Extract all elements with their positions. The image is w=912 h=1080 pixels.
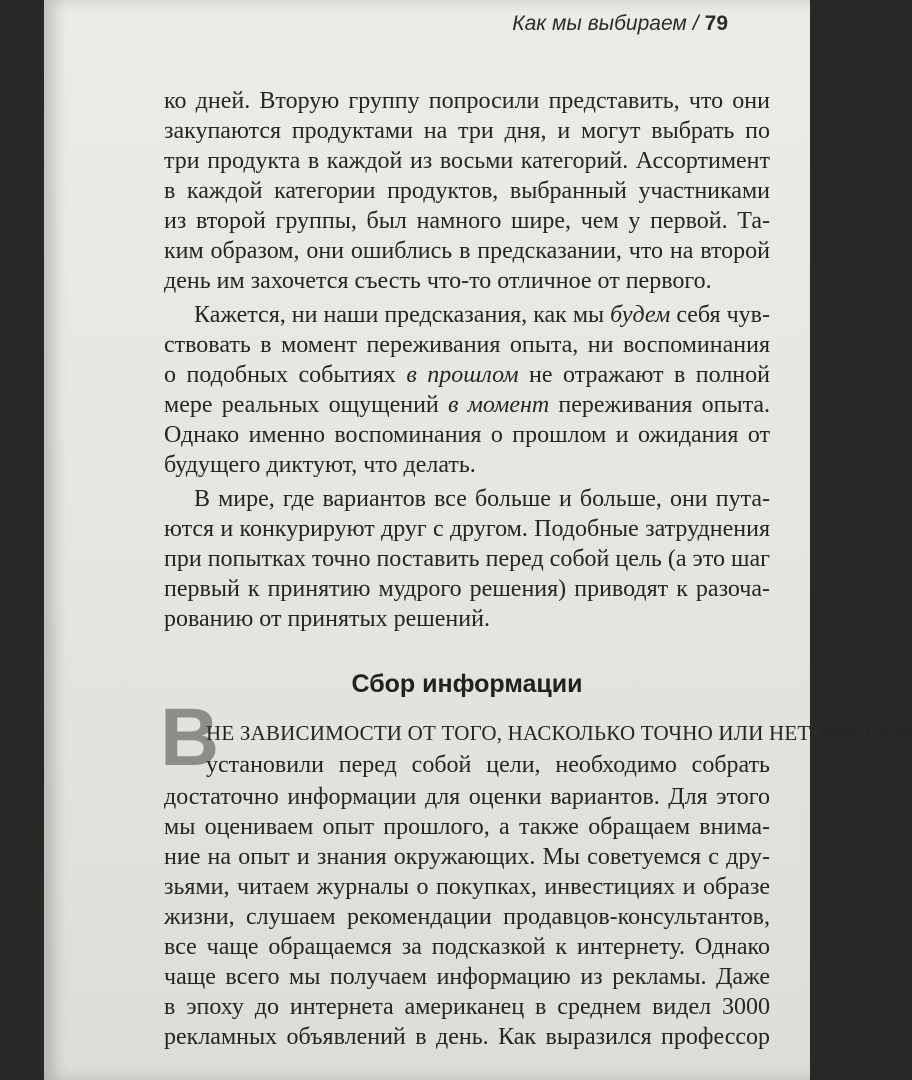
text-line: жизни, слушаем рекомендации продавцов-консультантов, bbox=[164, 904, 770, 930]
book-page bbox=[44, 0, 912, 1080]
text-run: себя чув- bbox=[670, 302, 770, 328]
text-line: первый к принятию мудрого решения) приводят к разоча- bbox=[164, 576, 770, 602]
italic-run: в момент bbox=[447, 392, 550, 418]
section-heading: Сбор информации bbox=[351, 670, 583, 698]
text-line: закупаются продуктами на три дня, и могут выбрать по bbox=[164, 118, 770, 144]
text-line: день им захочется съесть что-то отличное от первого. bbox=[164, 268, 712, 294]
italic-run: в прошлом bbox=[406, 362, 519, 388]
text-line: при попытках точно поставить перед собой цель (а это шаг bbox=[164, 546, 770, 572]
text-line: установили перед собой цели, необходимо собрать bbox=[206, 752, 770, 778]
text-run: о подобных событиях bbox=[164, 362, 407, 388]
text-line bbox=[194, 300, 770, 330]
page-number: 79 bbox=[704, 12, 728, 35]
text-run: не отражают в полной bbox=[518, 362, 770, 388]
text-line: достаточно информации для оценки вариантов. Для этого bbox=[164, 784, 770, 810]
running-head bbox=[512, 12, 728, 36]
text-line: из второй группы, был намного шире, чем у первой. Та- bbox=[164, 208, 770, 234]
text-line: ются и конкурируют друг с другом. Подобные затруднения bbox=[164, 516, 770, 542]
chapter-title: Как мы выбираем bbox=[512, 12, 687, 35]
text-line: НЕ ЗАВИСИМОСТИ ОТ ТОГО, НАСКОЛЬКО ТОЧНО ИЛИ НЕТОЧНО МЫ bbox=[206, 721, 912, 745]
text-run: мере реальных ощущений bbox=[164, 392, 448, 418]
italic-run: будем bbox=[610, 302, 671, 328]
text-line: будущего диктуют, что делать. bbox=[164, 452, 476, 478]
text-line: рованию от принятых решений. bbox=[164, 606, 490, 632]
text-line: В мире, где вариантов все больше и больше, они пута- bbox=[194, 486, 770, 512]
text-line: в эпоху до интернета американец в среднем видел 3000 bbox=[164, 994, 770, 1020]
text-line: три продукта в каждой из восьми категорий. Ассортимент bbox=[164, 148, 770, 174]
text-line: ние на опыт и знания окружающих. Мы советуемся с дру- bbox=[164, 844, 770, 870]
text-line: в каждой категории продуктов, выбранный участниками bbox=[164, 178, 770, 204]
text-line: ко дней. Вторую группу попросили представить, что они bbox=[164, 88, 770, 114]
separator: / bbox=[692, 12, 699, 35]
text-run: Кажется, ни наши предсказания, как мы bbox=[194, 302, 611, 328]
text-line: ствовать в момент переживания опыта, ни воспоминания bbox=[164, 332, 770, 358]
text-line: ким образом, они ошиблись в предсказании, что на второй bbox=[164, 238, 770, 264]
text-line bbox=[164, 360, 770, 390]
text-line: рекламных объявлений в день. Как выразился профессор bbox=[164, 1024, 770, 1050]
text-line bbox=[164, 390, 770, 420]
text-line: все чаще обращаемся за подсказкой к интернету. Однако bbox=[164, 934, 770, 960]
drop-cap: В bbox=[160, 692, 220, 783]
text-line: мы оцениваем опыт прошлого, а также обращаем внима- bbox=[164, 814, 770, 840]
text-line: Однако именно воспоминания о прошлом и ожидания от bbox=[164, 422, 770, 448]
text-run: переживания опыта. bbox=[549, 392, 771, 418]
text-line: зьями, читаем журналы о покупках, инвестициях и образе bbox=[164, 874, 770, 900]
text-line: чаще всего мы получаем информацию из рекламы. Даже bbox=[164, 964, 770, 990]
